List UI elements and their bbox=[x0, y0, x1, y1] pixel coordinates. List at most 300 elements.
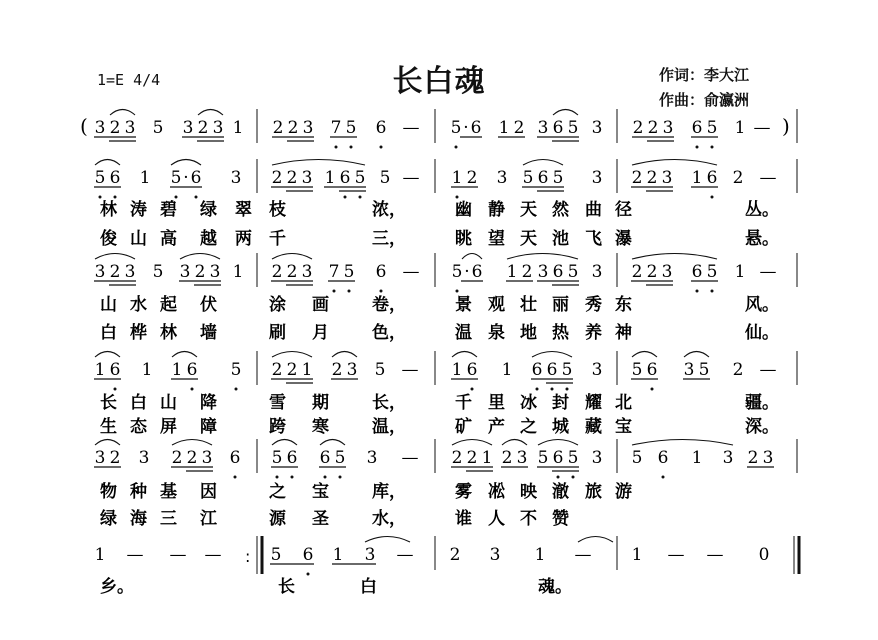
lyric-char: 赞 bbox=[552, 509, 569, 529]
lyric-char: 枝 bbox=[269, 200, 286, 220]
paren-open: ( bbox=[80, 114, 88, 138]
jianpu-note: 5 bbox=[270, 545, 282, 565]
lyric-char: 物 bbox=[100, 482, 117, 502]
lyric-char: 千 bbox=[269, 229, 286, 249]
octave-dot-low bbox=[651, 388, 654, 391]
lyric-char: 矿 bbox=[455, 417, 472, 437]
lyric-char: 望 bbox=[488, 229, 505, 249]
jianpu-note: 2 bbox=[286, 262, 298, 282]
slur bbox=[523, 160, 563, 166]
jianpu-note: 1 bbox=[498, 118, 510, 138]
slur bbox=[553, 110, 578, 116]
lyric-char: 寒 bbox=[312, 417, 329, 437]
octave-dot-low bbox=[696, 146, 699, 149]
octave-dot-low bbox=[359, 196, 362, 199]
slur bbox=[462, 254, 482, 260]
jianpu-note: 6 bbox=[375, 262, 387, 282]
octave-dot-low bbox=[324, 476, 327, 479]
slur bbox=[452, 352, 477, 358]
jianpu-note: 2 bbox=[271, 168, 283, 188]
jianpu-note: 5 bbox=[94, 168, 106, 188]
slur bbox=[684, 352, 709, 358]
slur bbox=[198, 110, 223, 116]
lyric-char: 起 bbox=[160, 295, 177, 315]
lyric-char: 天 bbox=[520, 200, 537, 220]
octave-dot-low bbox=[456, 290, 459, 293]
jianpu-note: 6 bbox=[302, 545, 314, 565]
octave-dot-low bbox=[711, 146, 714, 149]
jianpu-note: 6 bbox=[706, 168, 718, 188]
lyric-char: 不 bbox=[520, 509, 537, 529]
octave-dot-low bbox=[234, 476, 237, 479]
lyric-char: 白 bbox=[100, 323, 117, 343]
slur bbox=[95, 254, 135, 260]
lyric-char: 泉 bbox=[488, 323, 505, 343]
dash-note: — bbox=[402, 262, 420, 282]
jianpu-note: 1 bbox=[734, 118, 746, 138]
octave-dot-low bbox=[551, 388, 554, 391]
lyric-char: 涂 bbox=[269, 295, 286, 315]
paren-close: ) bbox=[782, 114, 790, 138]
octave-dot-low bbox=[276, 476, 279, 479]
lyric-char: 城 bbox=[552, 417, 569, 437]
lyric-char: 幽 bbox=[455, 200, 472, 220]
dash-note: — bbox=[759, 168, 777, 188]
jianpu-note: 3 bbox=[591, 168, 603, 188]
jianpu-note: 2 bbox=[513, 118, 525, 138]
jianpu-note: 1 bbox=[506, 262, 518, 282]
lyric-char: 瀑 bbox=[615, 229, 632, 249]
octave-dot-low bbox=[235, 388, 238, 391]
jianpu-note: 3 bbox=[537, 118, 549, 138]
lyric-char: 观 bbox=[488, 295, 505, 315]
jianpu-note: 5 bbox=[451, 262, 463, 282]
jianpu-note: 5 bbox=[170, 168, 182, 188]
jianpu-note: 2 bbox=[271, 360, 283, 380]
jianpu-note: 3 bbox=[662, 118, 674, 138]
jianpu-note: 5 bbox=[522, 168, 534, 188]
jianpu-note: 6 bbox=[375, 118, 387, 138]
jianpu-note: 5 bbox=[345, 118, 357, 138]
jianpu-note: 3 bbox=[591, 360, 603, 380]
lyric-char: 海 bbox=[130, 509, 147, 529]
lyric-char: 江 bbox=[200, 509, 217, 529]
jianpu-note: 3 bbox=[591, 262, 603, 282]
jianpu-note: 3 bbox=[301, 262, 313, 282]
dash-note: — bbox=[396, 545, 414, 565]
jianpu-note: 2 bbox=[109, 118, 121, 138]
slur bbox=[332, 352, 357, 358]
dash-note: — bbox=[126, 545, 144, 565]
lyric-char: 人 bbox=[488, 509, 505, 529]
lyric-char: 态 bbox=[130, 417, 147, 437]
jianpu-note: 6 bbox=[646, 360, 658, 380]
slur bbox=[365, 537, 410, 543]
jianpu-note: 6 bbox=[190, 168, 202, 188]
jianpu-note: 3 bbox=[94, 448, 106, 468]
lyric-char: 谁 bbox=[455, 509, 472, 529]
lyric-char: 高 bbox=[160, 229, 177, 249]
dash-note: — bbox=[401, 360, 419, 380]
jianpu-note: 1 bbox=[301, 360, 313, 380]
slur bbox=[95, 440, 120, 446]
lyric-char: 涛 bbox=[130, 200, 147, 220]
jianpu-note: 6 bbox=[109, 360, 121, 380]
lyric-char: 白 bbox=[130, 393, 147, 413]
lyric-char: 水， bbox=[372, 509, 406, 529]
octave-dot-low bbox=[307, 573, 310, 576]
jianpu-note: 5 bbox=[537, 448, 549, 468]
lyric-char: 温， bbox=[372, 417, 406, 437]
lyric-char: 封 bbox=[552, 393, 569, 413]
lyric-char: 画 bbox=[312, 295, 329, 315]
jianpu-note: 0 bbox=[758, 545, 770, 565]
slur bbox=[110, 110, 135, 116]
jianpu-note: 2 bbox=[286, 360, 298, 380]
slur bbox=[172, 440, 212, 446]
lyric-char: 藏 bbox=[585, 417, 602, 437]
lyric-char: 映 bbox=[520, 482, 537, 502]
octave-dot-low bbox=[99, 196, 102, 199]
jianpu-note: 3 bbox=[182, 118, 194, 138]
repeat-colon: : bbox=[245, 547, 251, 566]
slur bbox=[171, 160, 201, 166]
jianpu-note: 1 bbox=[451, 360, 463, 380]
octave-dot-low bbox=[350, 146, 353, 149]
jianpu-note: 3 bbox=[661, 262, 673, 282]
lyric-char: 障 bbox=[200, 417, 217, 437]
lyric-char: 三 bbox=[160, 509, 177, 529]
octave-dot-low bbox=[557, 476, 560, 479]
octave-dot-low bbox=[335, 146, 338, 149]
lyric-char: 种 bbox=[130, 482, 147, 502]
jianpu-note: 2 bbox=[501, 448, 513, 468]
lyric-char: 曲 bbox=[585, 200, 602, 220]
jianpu-note: 2 bbox=[466, 448, 478, 468]
jianpu-note: 3 bbox=[366, 448, 378, 468]
jianpu-note: 3 bbox=[301, 168, 313, 188]
lyric-char: 宝 bbox=[615, 417, 632, 437]
lyric-char: 疆。 bbox=[745, 393, 779, 413]
octave-dot-low bbox=[566, 388, 569, 391]
dash-note: — bbox=[169, 545, 187, 565]
slur bbox=[272, 352, 312, 358]
octave-dot-low bbox=[195, 196, 198, 199]
jianpu-note: 6 bbox=[537, 168, 549, 188]
jianpu-note: 2 bbox=[449, 545, 461, 565]
lyric-char: 色， bbox=[372, 323, 406, 343]
lyric-char: 丽 bbox=[552, 295, 569, 315]
jianpu-note: 2 bbox=[109, 262, 121, 282]
jianpu-note: 6 bbox=[319, 448, 331, 468]
jianpu-note: 5 bbox=[334, 448, 346, 468]
slur bbox=[507, 254, 578, 260]
octave-dot-low bbox=[348, 290, 351, 293]
jianpu-note: 6 bbox=[552, 448, 564, 468]
jianpu-note: 6 bbox=[552, 118, 564, 138]
lyric-char: 悬。 bbox=[745, 229, 779, 249]
lyric-char: 降 bbox=[200, 393, 217, 413]
jianpu-note: 1 bbox=[232, 262, 244, 282]
jianpu-note: 6 bbox=[552, 262, 564, 282]
lyric-char: 水 bbox=[130, 295, 147, 315]
dash-note: — bbox=[402, 168, 420, 188]
lyric-char: 绿 bbox=[100, 509, 117, 529]
octave-dot-low bbox=[344, 196, 347, 199]
jianpu-note: 3 bbox=[212, 118, 224, 138]
octave-dot-low bbox=[380, 290, 383, 293]
lyric-char: 雪 bbox=[269, 393, 286, 413]
lyric-char: 凇 bbox=[488, 482, 505, 502]
jianpu-note: 2 bbox=[272, 118, 284, 138]
lyric-char: 丛。 bbox=[745, 200, 779, 220]
slur bbox=[452, 440, 492, 446]
jianpu-note: 5 bbox=[374, 360, 386, 380]
jianpu-note: 5 bbox=[631, 448, 643, 468]
lyric-char: 径 bbox=[615, 200, 632, 220]
octave-dot-low bbox=[339, 476, 342, 479]
jianpu-note: 5 bbox=[271, 448, 283, 468]
jianpu-note: 5 bbox=[152, 262, 164, 282]
jianpu-note: 3 bbox=[179, 262, 191, 282]
octave-dot-low bbox=[114, 196, 117, 199]
jianpu-note: 5 bbox=[706, 118, 718, 138]
lyric-char: 墙 bbox=[200, 323, 217, 343]
octave-dot-low bbox=[456, 196, 459, 199]
jianpu-note: 1 bbox=[734, 262, 746, 282]
jianpu-note: 7 bbox=[328, 262, 340, 282]
octave-dot-low bbox=[662, 476, 665, 479]
jianpu-note: 5 bbox=[354, 168, 366, 188]
slur bbox=[95, 160, 120, 166]
jianpu-note: 2 bbox=[632, 118, 644, 138]
lyric-char: 俊 bbox=[100, 229, 117, 249]
lyric-char: 北 bbox=[615, 393, 632, 413]
jianpu-note: 5 bbox=[567, 262, 579, 282]
jianpu-note: 1 bbox=[451, 168, 463, 188]
lyric-char: 源 bbox=[269, 509, 286, 529]
lyric-char: 秀 bbox=[585, 295, 602, 315]
jianpu-note: 1 bbox=[631, 545, 643, 565]
lyric-char: 长 bbox=[100, 393, 117, 413]
lyric-char: 翠 bbox=[235, 200, 252, 220]
jianpu-note: 5 bbox=[706, 262, 718, 282]
lyric-char: 碧 bbox=[160, 200, 177, 220]
jianpu-note: 5 bbox=[567, 118, 579, 138]
jianpu-note: 5 bbox=[152, 118, 164, 138]
jianpu-note: 2 bbox=[287, 118, 299, 138]
lyric-char: 天 bbox=[520, 229, 537, 249]
jianpu-note: 6 bbox=[657, 448, 669, 468]
jianpu-note: 2 bbox=[197, 118, 209, 138]
jianpu-note: 2 bbox=[646, 168, 658, 188]
lyric-char: 越 bbox=[200, 229, 217, 249]
dot-note: · bbox=[463, 118, 469, 138]
octave-dot-low bbox=[191, 388, 194, 391]
lyric-char: 林 bbox=[100, 200, 117, 220]
lyric-char: 温 bbox=[455, 323, 472, 343]
jianpu-note: 3 bbox=[661, 168, 673, 188]
jianpu-note: 3 bbox=[302, 118, 314, 138]
jianpu-note: 2 bbox=[171, 448, 183, 468]
jianpu-note: 3 bbox=[138, 448, 150, 468]
octave-dot-low bbox=[455, 146, 458, 149]
dash-note: — bbox=[204, 545, 222, 565]
lyric-char: 产 bbox=[488, 417, 505, 437]
lyric-char: 热 bbox=[552, 323, 569, 343]
jianpu-note: 3 bbox=[516, 448, 528, 468]
dash-note: — bbox=[402, 118, 420, 138]
lyric-char: 飞 bbox=[585, 229, 602, 249]
lyric-char: 神 bbox=[615, 323, 632, 343]
jianpu-note: 5 bbox=[567, 448, 579, 468]
dash-note: — bbox=[759, 262, 777, 282]
jianpu-note: 2 bbox=[109, 448, 121, 468]
jianpu-note: 3 bbox=[201, 448, 213, 468]
key-signature: 1=E 4/4 bbox=[97, 71, 161, 89]
jianpu-note: 2 bbox=[521, 262, 533, 282]
dash-note: — bbox=[574, 545, 592, 565]
lyric-char: 桦 bbox=[130, 323, 147, 343]
lyric-char: 眺 bbox=[455, 229, 472, 249]
jianpu-note: 6 bbox=[109, 168, 121, 188]
lyric-char: 宝 bbox=[312, 482, 329, 502]
jianpu-note: 2 bbox=[732, 168, 744, 188]
dash-note: — bbox=[667, 545, 685, 565]
jianpu-note: 5 bbox=[561, 360, 573, 380]
jianpu-note: 1 bbox=[324, 168, 336, 188]
dash-note: — bbox=[753, 118, 771, 138]
slur bbox=[95, 352, 120, 358]
jianpu-note: 1 bbox=[534, 545, 546, 565]
jianpu-note: 6 bbox=[691, 262, 703, 282]
lyric-char: 山 bbox=[130, 229, 147, 249]
slur bbox=[180, 254, 220, 260]
song-title: 长白魂 bbox=[392, 64, 486, 99]
lyric-char: 月 bbox=[312, 323, 329, 343]
lyric-char: 地 bbox=[520, 323, 537, 343]
jianpu-note: 3 bbox=[591, 118, 603, 138]
lyric-char: 冰 bbox=[520, 393, 537, 413]
slur bbox=[502, 440, 527, 446]
jianpu-note: 3 bbox=[537, 262, 549, 282]
jianpu-note: 5 bbox=[631, 360, 643, 380]
jianpu-note: 1 bbox=[691, 168, 703, 188]
lyric-char: 伏 bbox=[200, 295, 217, 315]
slur bbox=[272, 160, 365, 166]
jianpu-note: 3 bbox=[124, 118, 136, 138]
lyric-char: 之 bbox=[269, 482, 286, 502]
lyric-char: 风。 bbox=[745, 295, 779, 315]
jianpu-note: 2 bbox=[186, 448, 198, 468]
octave-dot-low bbox=[291, 476, 294, 479]
jianpu-note: 3 bbox=[230, 168, 242, 188]
jianpu-note: 5 bbox=[450, 118, 462, 138]
jianpu-note: 6 bbox=[531, 360, 543, 380]
octave-dot-low bbox=[696, 290, 699, 293]
jianpu-note: 2 bbox=[286, 168, 298, 188]
jianpu-note: 5 bbox=[343, 262, 355, 282]
slur bbox=[578, 537, 613, 543]
jianpu-note: 1 bbox=[501, 360, 513, 380]
lyricist-credit: 作词：李大江 bbox=[659, 66, 750, 84]
jianpu-note: 2 bbox=[631, 262, 643, 282]
octave-dot-low bbox=[711, 290, 714, 293]
lyric-char: 雾 bbox=[455, 482, 472, 502]
jianpu-note: 3 bbox=[209, 262, 221, 282]
jianpu-note: 6 bbox=[546, 360, 558, 380]
jianpu-note: 3 bbox=[722, 448, 734, 468]
jianpu-note: 6 bbox=[466, 360, 478, 380]
jianpu-note: 6 bbox=[186, 360, 198, 380]
lyric-char: 静 bbox=[488, 200, 505, 220]
slur bbox=[320, 440, 345, 446]
jianpu-note: 2 bbox=[331, 360, 343, 380]
slur bbox=[532, 352, 572, 358]
jianpu-note: 1 bbox=[481, 448, 493, 468]
lyric-char: 魂。 bbox=[538, 577, 572, 597]
lyric-char: 卷， bbox=[372, 295, 406, 315]
lyric-char: 刷 bbox=[269, 323, 286, 343]
jianpu-note: 2 bbox=[466, 168, 478, 188]
lyric-char: 之 bbox=[520, 417, 537, 437]
dash-note: — bbox=[706, 545, 724, 565]
slur bbox=[632, 352, 657, 358]
jianpu-note: 5 bbox=[698, 360, 710, 380]
jianpu-note: 2 bbox=[194, 262, 206, 282]
jianpu-note: 3 bbox=[762, 448, 774, 468]
lyric-char: 浓， bbox=[372, 200, 406, 220]
lyric-char: 白 bbox=[360, 577, 377, 597]
jianpu-note: 3 bbox=[496, 168, 508, 188]
jianpu-note: 6 bbox=[471, 262, 483, 282]
slur bbox=[272, 254, 312, 260]
jianpu-note: 2 bbox=[732, 360, 744, 380]
lyric-char: 乡。 bbox=[100, 577, 134, 597]
octave-dot-low bbox=[333, 290, 336, 293]
jianpu-note: 1 bbox=[691, 448, 703, 468]
slur bbox=[632, 440, 733, 446]
lyric-char: 旅 bbox=[585, 482, 602, 502]
lyric-char: 因 bbox=[200, 482, 217, 502]
lyric-char: 然 bbox=[552, 200, 569, 220]
jianpu-note: 1 bbox=[94, 360, 106, 380]
lyric-char: 东 bbox=[615, 295, 632, 315]
slur bbox=[172, 352, 197, 358]
jianpu-note: 1 bbox=[141, 360, 153, 380]
lyric-char: 期 bbox=[312, 393, 329, 413]
lyric-char: 绿 bbox=[200, 200, 217, 220]
lyric-char: 基 bbox=[160, 482, 177, 502]
lyric-char: 三， bbox=[372, 229, 406, 249]
jianpu-note: 6 bbox=[286, 448, 298, 468]
lyric-char: 山 bbox=[100, 295, 117, 315]
lyric-char: 澈 bbox=[552, 482, 569, 502]
octave-dot-low bbox=[175, 196, 178, 199]
jianpu-note: 1 bbox=[139, 168, 151, 188]
lyric-char: 深。 bbox=[745, 417, 779, 437]
dot-note: · bbox=[183, 168, 189, 188]
lyric-char: 里 bbox=[488, 393, 505, 413]
lyric-char: 耀 bbox=[585, 393, 602, 413]
slur bbox=[272, 440, 297, 446]
slur bbox=[632, 254, 717, 260]
jianpu-note: 5 bbox=[379, 168, 391, 188]
lyric-char: 景 bbox=[455, 295, 472, 315]
jianpu-note: 2 bbox=[646, 262, 658, 282]
composer-credit: 作曲：俞瀛洲 bbox=[659, 91, 750, 109]
jianpu-note: 3 bbox=[94, 118, 106, 138]
